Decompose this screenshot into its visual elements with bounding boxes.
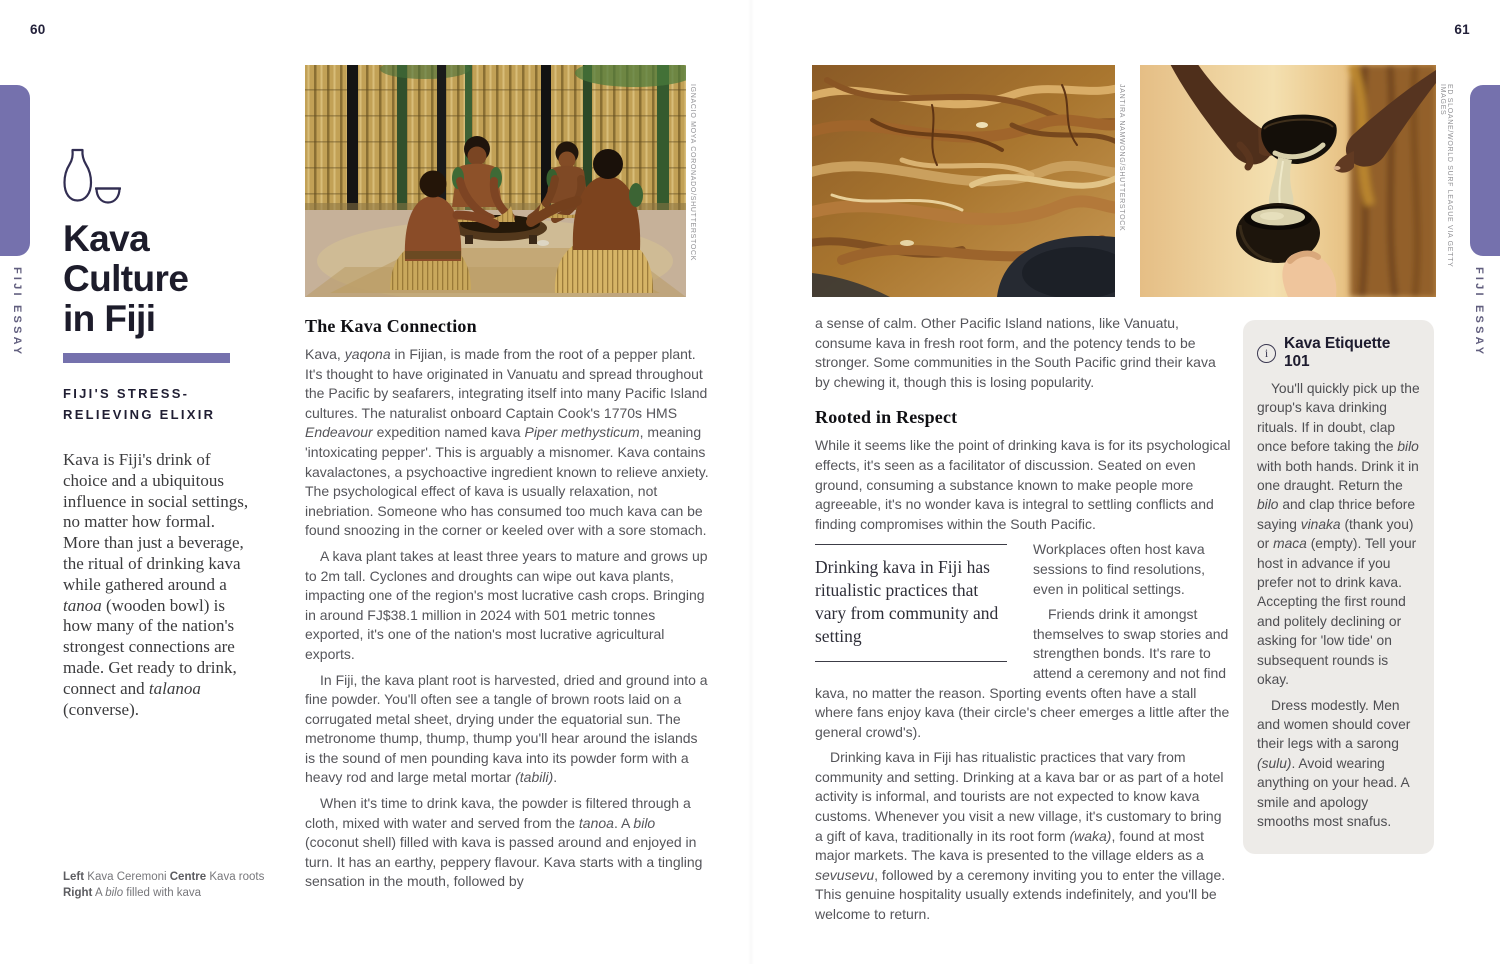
bilo-pour-photo-art [1140,65,1436,297]
photo-credit-ceremony: IGNACIO MOYA CORONADO/SHUTTERSTOCK [689,84,696,262]
etiquette-box-title: Kava Etiquette 101 [1284,335,1391,370]
kava-etiquette-box [1243,320,1434,854]
info-icon: i [1257,344,1276,363]
etiquette-paragraph: You'll quickly pick up the group's kava drinking rituals. If in doubt, clap once before taking the bilo with both hands. Drink it in one draught. Return the bilo and clap thrice before saying vinaka (thank you) or maca (empty). Tell your host in advance if you prefer not to drink kava. Accepting the first round and politely declining or asking for 'low tide' on subsequent rounds is okay. [1257,381,1420,688]
article-column-kava-connection [305,314,711,898]
kava-ceremony-photo-art [305,65,686,297]
essay-intro: Kava is Fiji's drink of choice and a ubiquitous influence in social settings, no matter how formal. More than just a beverage, the ritual of drinking kava while gathered around a tanoa (wooden bowl) is how many of the nation's strongest connections are made. Get ready to drink, connect and talanoa (converse). [63,450,249,719]
body-paragraph: In Fiji, the kava plant root is harvested, dried and ground into a fine powder. You'll often see a tangle of brown roots laid on a corrugated metal sheet, drying under the equatorial sun. The metronome thump, thump, thump you'll hear around the islands is the sound of men pounding kava into its powder form with a heavy rod and large metal mortar (tabili). [305,671,708,786]
bilo-pour-photo [1140,65,1436,297]
body-paragraph: Drinking kava in Fiji has ritualistic practices that vary from community and setting. Drinking at a kava bar or as part of a hotel activity is informal, and tourists are not expected to know kava customs. Whenever you visit a new village, it's customary to bring a gift of kava, traditionally in its root form (waka), found at most major markets. The kava is presented to the village elders as a sevusevu, followed by a ceremony inviting you to enter the village. This genuine hospitality usually extends indefinitely, and you'll be welcome to return. [815,749,1226,923]
body-paragraph: Friends drink it amongst themselves to swap stories and strengthen bonds. It's rare to attend a ceremony and not find kava, no matter the reason. Sporting events often have a stall where fans enjoy kava (their circle's cheer emerges a little after the general crowd's). [815,606,1230,740]
essay-title-line: Kava [63,218,150,259]
article-column-rooted-in-respect [815,314,1231,931]
kava-ceremony-photo [305,65,686,297]
kava-vessels-icon [63,148,121,210]
body-paragraph: Kava, yaqona in Fijian, is made from the root of a pepper plant. It's thought to have originated in Vanuatu and spread throughout the Pacific by seafarers, integrating itself into many Pacific Island cultures. The naturalist onboard Captain Cook's 1770s HMS Endeavour expedition named kava Piper methysticum, meaning 'intoxicating pepper'. This is arguably a misnomer. Kava contains kavalactones, a psychoactive ingredient known to relieve anxiety. The psychological effect of kava is usually relaxation, not inebriation. Someone who has consumed too much kava can be found snoozing in the corner or keeled over with a sore stomach. [305,346,709,539]
photo-credit-roots: JANTIRA NAMWONG/SHUTTERSTOCK [1118,84,1125,232]
essay-title-line: in Fiji [63,298,156,339]
etiquette-box-header [1257,335,1420,371]
body-paragraph: Workplaces often host kava sessions to find resolutions, even in political settings. [1033,541,1205,597]
essay-title-line: Culture [63,258,189,299]
essay-kicker: FIJI'S STRESS-RELIEVING ELIXIR [63,386,216,422]
edge-label-fiji-essay-left: FIJI ESSAY [11,267,23,358]
pull-quote-text: Drinking kava in Fiji has ritualistic practices that vary from community and setting [815,557,999,647]
pull-quote [815,544,1007,662]
title-accent-rule [63,353,230,363]
body-paragraph: While it seems like the point of drinking kava is for its psychological effects, it's seen as a facilitator of discussion. Seated on even ground, consuming a substance known to make people more agreeable, it's no wonder kava is integral to settling conflicts and finding compromises within the South Pacific. [815,437,1231,532]
etiquette-paragraph: Dress modestly. Men and women should cover their legs with a sarong (sulu). Avoid wearing anything on your head. A smile and apology smooths most snafus. [1257,697,1411,829]
essay-sidebar [63,148,278,720]
section-heading-rooted-in-respect: Rooted in Respect [815,407,958,428]
kava-roots-photo [812,65,1115,297]
page-number-left: 60 [30,22,46,37]
quote-flow [815,540,1231,924]
body-paragraph: When it's time to drink kava, the powder is filtered through a cloth, mixed with water and served from the tanoa. A bilo (coconut shell) filled with kava is passed around and enjoyed in turn. It has an earthy, peppery flavour. Kava starts with a tingling sensation in the mouth, followed by [305,795,703,890]
body-paragraph: A kava plant takes at least three years to mature and grows up to 2m tall. Cyclones and droughts can wipe out kava plants, impacting one of the region's most lucrative cash crops. Bringing in around FJ$38.1 million in 2024 with 501 metric tonnes exported, it's one of the nation's most lucrative agricultural exports. [305,547,708,662]
photo-credit-bilo: ED SLOANE/WORLD SURF LEAGUE VIA GETTY IMAGES [1439,84,1453,268]
kava-roots-photo-art [812,65,1115,297]
page-spine [748,0,754,964]
chapter-tab-left [0,85,30,256]
essay-title [63,219,278,339]
page-number-right: 61 [1454,22,1470,37]
edge-label-fiji-essay-right: FIJI ESSAY [1473,267,1485,358]
photo-caption: Left Kava Ceremoni Centre Kava roots Right A bilo filled with kava [63,871,265,899]
body-paragraph: a sense of calm. Other Pacific Island nations, like Vanuatu, consume kava in fresh root form, and the potency tends to be stronger. Some communities in the South Pacific grind their kava by chewing it, though this is losing popularity. [815,315,1216,390]
chapter-tab-right [1470,85,1500,256]
section-heading-kava-connection: The Kava Connection [305,316,477,336]
